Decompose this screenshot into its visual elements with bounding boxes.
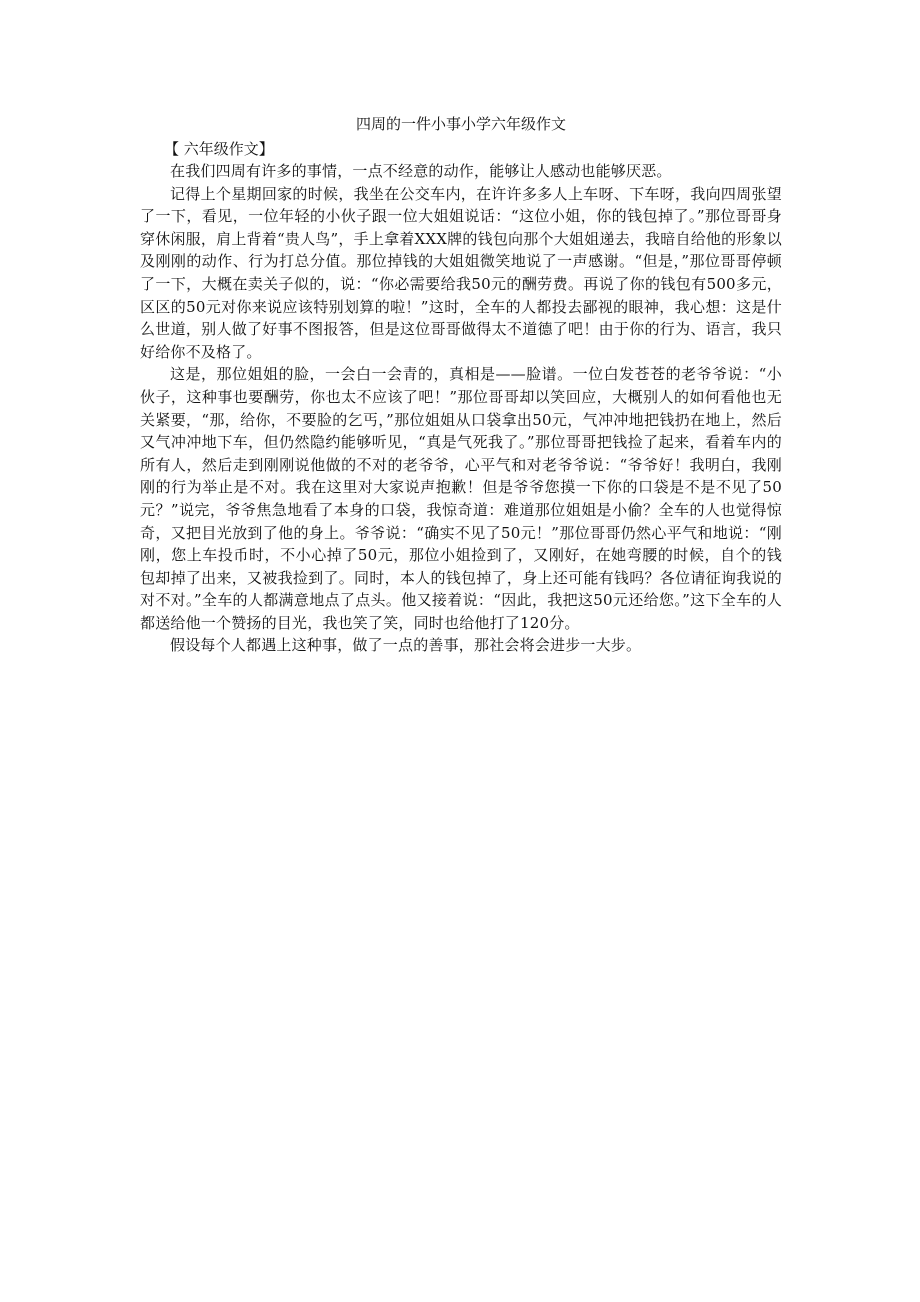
paragraph-2: 记得上个星期回家的时候，我坐在公交车内，在许许多多人上车呀、下车呀，我向四周张望了一下，看见，一位年轻的小伙子跟一位大姐姐说话：“这位小姐，你的钱包掉了。”那位哥哥身穿休闲服，肩上背着“贵人鸟”，手上拿着XXX牌的钱包向那个大姐姐递去，我暗自给他的形象以及刚刚的动作、行为打总分值。那位掉钱的大姐姐微笑地说了一声感谢。“但是，”那位哥哥停顿了一下，大概在卖关子似的，说：“你必需要给我50元的酬劳费。再说了你的钱包有500多元，区区的50元对你来说应该特别划算的啦！”这时，全车的人都投去鄙视的眼神，我心想：这是什么世道，别人做了好事不图报答，但是这位哥哥做得太不道德了吧！由于你的行为、语言，我只好给你不及格了。 — [140, 184, 782, 361]
paragraph-4: 假设每个人都遇上这种事，做了一点的善事，那社会将会进步一大步。 — [170, 636, 642, 655]
document-title: 四周的一件小事小学六年级作文 — [355, 115, 566, 133]
paragraph-3: 这是，那位姐姐的脸，一会白一会青的，真相是——脸谱。一位白发苍苍的老爷爷说：“小伙子，这种事也要酬劳，你也太不应该了吧！”那位哥哥却以笑回应，大概别人的如何看他也无关紧要，“那，给你，不要脸的乞丐，”那位姐姐从口袋拿出50元，气冲冲地把钱扔在地上，然后又气冲冲地下车，但仍然隐约能够听见，“真是气死我了。”那位哥哥把钱捡了起来，看着车内的所有人，然后走到刚刚说他做的不对的老爷爷，心平气和对老爷爷说：“爷爷好！我明白，我刚刚的行为举止是不对。我在这里对大家说声抱歉！但是爷爷您摸一下你的口袋是不是不见了50元？”说完，爷爷焦急地看了本身的口袋，我惊奇道：难道那位姐姐是小偷？全车的人也觉得惊奇，又把目光放到了他的身上。爷爷说：“确实不见了50元！”那位哥哥仍然心平气和地说：“刚刚，您上车投币时，不小心掉了50元，那位小姐捡到了，又刚好，在她弯腰的时候，自个的钱包却掉了出来，又被我捡到了。同时，本人的钱包掉了，身上还可能有钱吗？各位请征询我说的对不对。”全车的人都满意地点了点头。他又接着说：“因此，我把这50元还给您。”这下全车的人都送给他一个赞扬的目光，我也笑了笑，同时也给他打了120分。 — [140, 365, 782, 632]
paragraph-1: 在我们四周有许多的事情，一点不经意的动作，能够让人感动也能够厌恶。 — [170, 162, 672, 180]
document-page — [140, 112, 782, 657]
category-label: 【 六年级作文】 — [164, 140, 274, 158]
